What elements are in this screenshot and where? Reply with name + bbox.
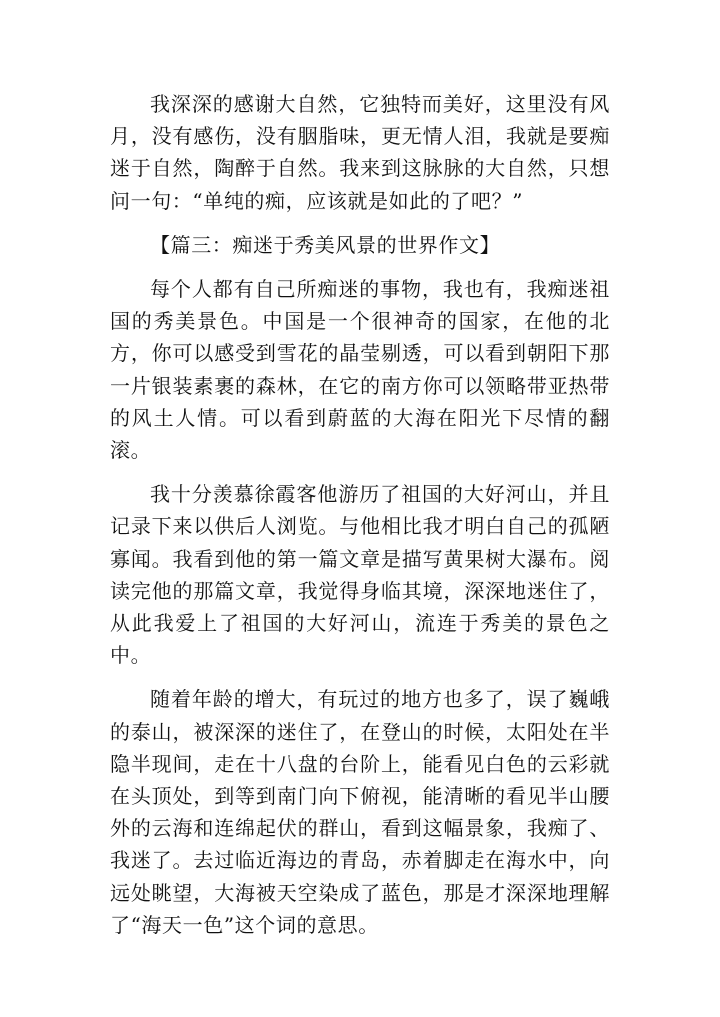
document-page <box>110 88 610 953</box>
section-heading: 【篇三：痴迷于秀美风景的世界作文】 <box>150 232 501 257</box>
paragraph-1: 每个人都有自己所痴迷的事物，我也有，我痴迷祖国的秀美景色。中国是一个很神奇的国家，在他的北方，你可以感受到雪花的晶莹剔透，可以看到朝阳下那一片银装素裹的森林，在它的南方你可以领略带亚热带的风土人情。可以看到蔚蓝的大海在阳光下尽情的翻滚。 <box>110 277 610 463</box>
paragraph-2: 我十分羡慕徐霞客他游历了祖国的大好河山，并且记录下来以供后人浏览。与他相比我才明白自己的孤陋寡闻。我看到他的第一篇文章是描写黄果树大瀑布。阅读完他的那篇文章，我觉得身临其境，深深地迷住了，从此我爱上了祖国的大好河山，流连于秀美的景色之中。 <box>110 482 610 668</box>
paragraph-intro: 我深深的感谢大自然，它独特而美好，这里没有风月，没有感伤，没有胭脂味，更无情人泪，我就是要痴迷于自然，陶醉于自然。我来到这脉脉的大自然，只想问一句：“单纯的痴，应该就是如此的了吧？” <box>110 92 610 213</box>
paragraph-3: 随着年龄的增大，有玩过的地方也多了，误了巍峨的泰山，被深深的迷住了，在登山的时候，太阳处在半隐半现间，走在十八盘的台阶上，能看见白色的云彩就在头顶处，到等到南门向下俯视，能清晰的看见半山腰外的云海和连绵起伏的群山，看到这幅景象，我痴了、我迷了。去过临近海边的青岛，赤着脚走在海水中，向远处眺望，大海被天空染成了蓝色，那是才深深地理解了“海天一色”这个词的意思。 <box>110 687 610 937</box>
